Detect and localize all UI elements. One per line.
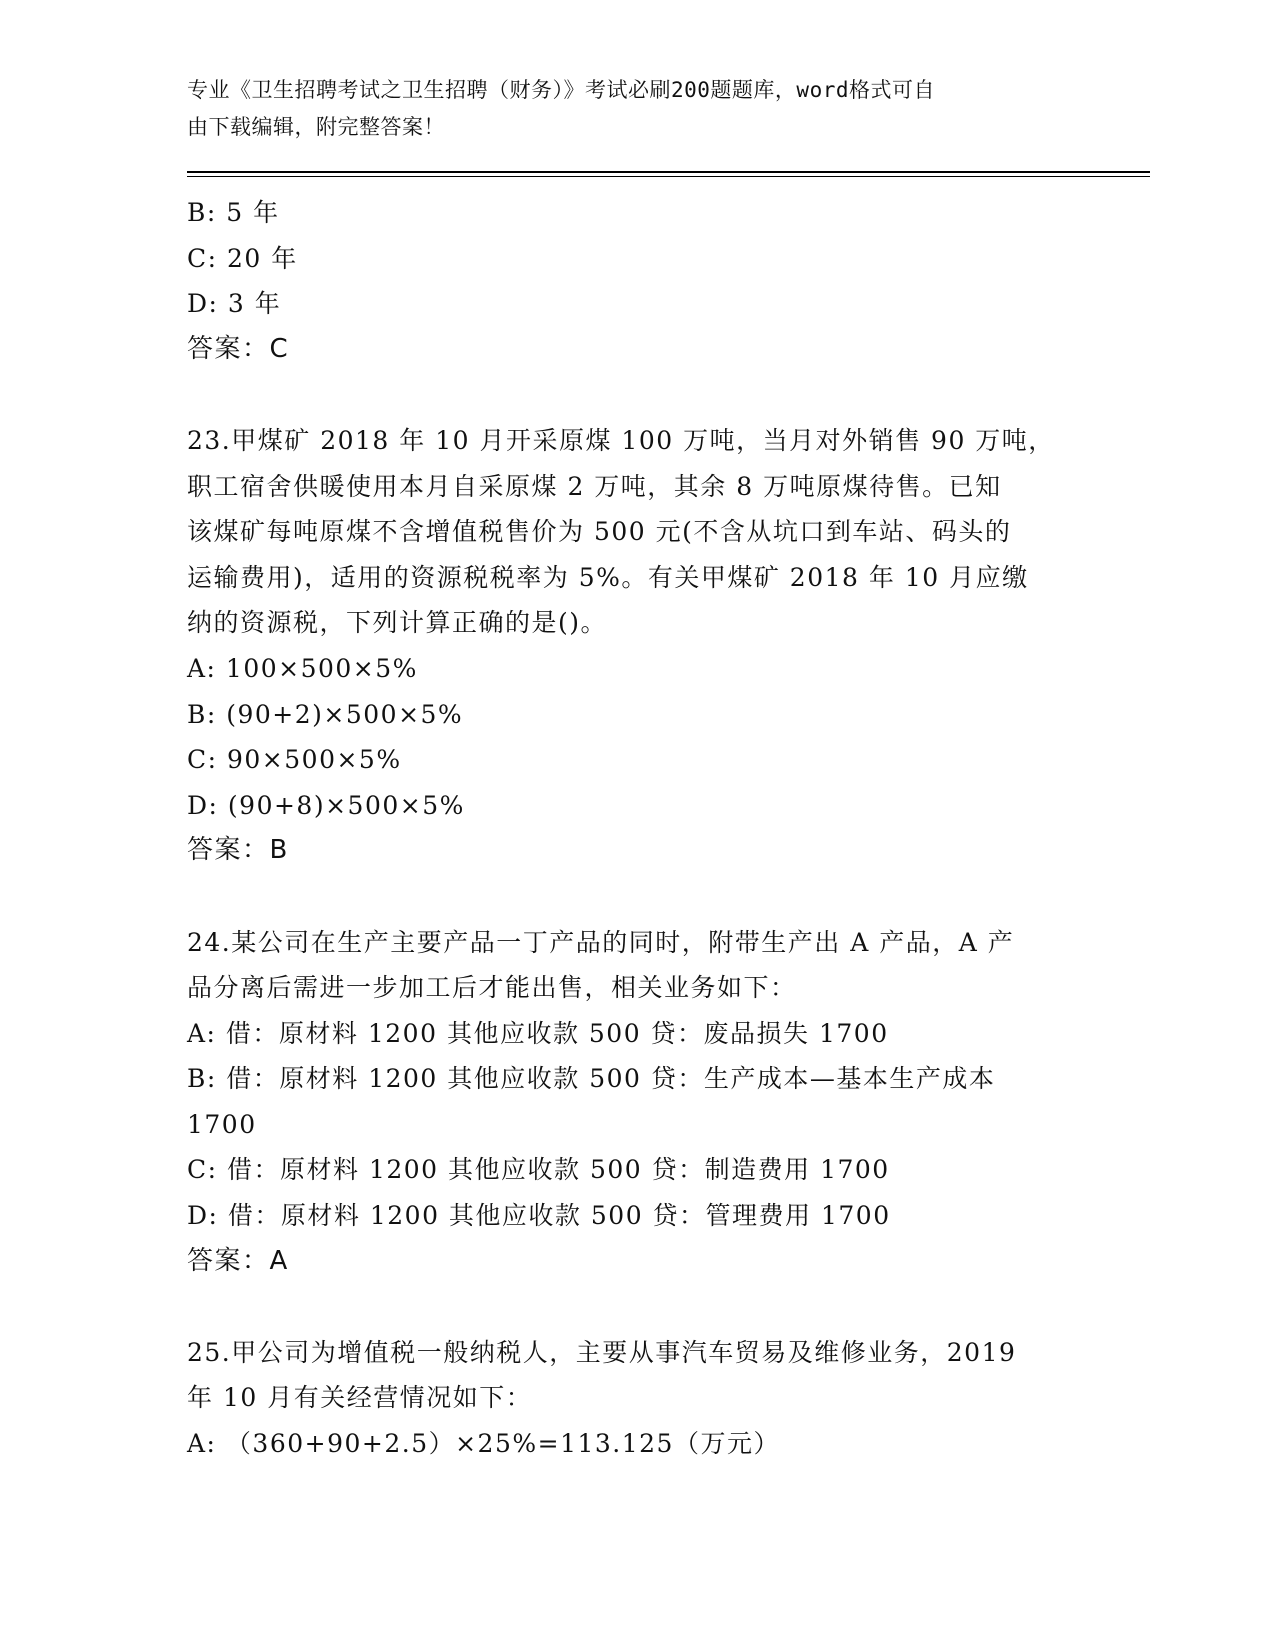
option-d: D: 借：原材料 1200 其他应收款 500 贷：管理费用 1700 xyxy=(187,1201,891,1231)
question-stem-line: 职工宿舍供暖使用本月自采原煤 2 万吨，其余 8 万吨原煤待售。已知 xyxy=(187,471,1002,501)
question-stem-line: 24.某公司在生产主要产品一丁产品的同时，附带生产出 A 产品，A 产 xyxy=(187,927,1015,957)
option-c: C: 借：原材料 1200 其他应收款 500 贷：制造费用 1700 xyxy=(187,1155,890,1185)
question-25 xyxy=(187,1330,1087,1467)
question-stem-line: 25.甲公司为增值税一般纳税人，主要从事汽车贸易及维修业务，2019 xyxy=(187,1337,1017,1367)
question-stem-line: 纳的资源税，下列计算正确的是()。 xyxy=(187,608,608,638)
option-a: A: 100×500×5% xyxy=(187,653,418,683)
question-23 xyxy=(187,418,1087,874)
answer-label: 答案：C xyxy=(187,333,290,364)
option-a: A: （360+90+2.5）×25%=113.125（万元） xyxy=(187,1429,780,1459)
answer-label: 答案：A xyxy=(187,1245,289,1276)
question-22 xyxy=(187,190,1087,372)
question-stem-line: 23.甲煤矿 2018 年 10 月开采原煤 100 万吨，当月对外销售 90 万吨， xyxy=(187,425,1055,455)
header-divider-top xyxy=(187,171,1150,173)
question-24 xyxy=(187,920,1087,1285)
option-d: D: (90+8)×500×5% xyxy=(187,790,465,820)
option-d: D: 3 年 xyxy=(187,289,282,319)
header-divider-bottom xyxy=(187,176,1150,177)
header-line-1: 专业《卫生招聘考试之卫生招聘（财务）》考试必刷200题题库，word格式可自 xyxy=(187,78,935,102)
question-stem-line: 年 10 月有关经营情况如下： xyxy=(187,1383,533,1413)
option-b-continued: 1700 xyxy=(187,1109,257,1139)
option-b: B: (90+2)×500×5% xyxy=(187,699,464,729)
document-body xyxy=(187,190,1087,1467)
option-c: C: 90×500×5% xyxy=(187,745,402,775)
document-header xyxy=(187,72,1067,146)
option-a: A: 借：原材料 1200 其他应收款 500 贷：废品损失 1700 xyxy=(187,1018,889,1048)
option-c: C: 20 年 xyxy=(187,243,298,273)
option-b: B: 5 年 xyxy=(187,198,280,227)
option-b: B: 借：原材料 1200 其他应收款 500 贷：生产成本—基本生产成本 xyxy=(187,1064,996,1094)
question-stem-line: 品分离后需进一步加工后才能出售，相关业务如下： xyxy=(187,973,797,1003)
question-stem-line: 运输费用)，适用的资源税税率为 5%。有关甲煤矿 2018 年 10 月应缴 xyxy=(187,562,1029,592)
header-line-2: 由下载编辑，附完整答案！ xyxy=(187,115,445,139)
answer-label: 答案：B xyxy=(187,835,289,866)
question-stem-line: 该煤矿每吨原煤不含增值税售价为 500 元(不含从坑口到车站、码头的 xyxy=(187,517,1012,547)
